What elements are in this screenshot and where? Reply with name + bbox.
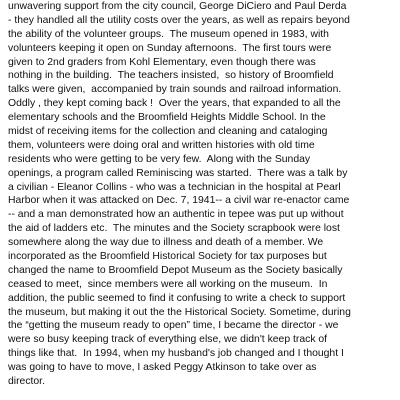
text-line: things like that. In 1994, when my husband's job changed and I thought I (8, 348, 344, 360)
text-line: incorporated as the Broomfield Historical Society for tax purposes but (8, 251, 327, 263)
text-line: director. (8, 376, 45, 388)
text-line: were so busy keeping track of everything else, we didn't keep track of (8, 334, 328, 346)
text-line: changed the name to Broomfield Depot Museum as the Society basically (8, 264, 343, 276)
text-line: volunteers keeping it open on Sunday afternoons. The first tours were (8, 42, 332, 54)
text-line: openings, a program called Reminiscing was started. There was a talk by (8, 167, 348, 179)
text-line: the “getting the museum ready to open” time, I became the director - we (8, 320, 339, 332)
text-line: them, volunteers were doing oral and written histories with old time (8, 139, 315, 151)
text-line: -- and a man demonstrated how an authentic in tepee was put up without (8, 209, 344, 221)
text-line: the museum, but making it out the the Historical Society. Sometime, during (8, 306, 351, 318)
text-line: the aid of ladders etc. The minutes and the Society scrapbook were lost (8, 223, 340, 235)
text-line: was going to have to move, I asked Peggy Atkinson to take over as (8, 362, 317, 374)
text-line: Oddly , they kept coming back ! Over the years, that expanded to all the (8, 98, 341, 110)
text-line: talks were given, accompanied by train sounds and railroad information. (8, 84, 342, 96)
text-line: residents who were getting to be very few. Along with the Sunday (8, 153, 311, 165)
body-text (8, 0, 400, 389)
text-line: addition, the public seemed to find it confusing to write a check to support (8, 292, 346, 304)
text-line: ceased to meet, since members were all working on the museum. In (8, 278, 328, 290)
text-line: a civilian - Eleanor Collins - who was a technician in the hospital at Pearl (8, 181, 341, 193)
text-line: unwavering support from the city council, George DiCiero and Paul Derda (8, 1, 347, 12)
text-line: Harbor when it was attacked on Dec. 7, 1941-- a civil war re-enactor came (8, 195, 350, 207)
text-line: elementary schools and the Broomfield Heights Middle School. In the (8, 112, 326, 124)
text-line: nothing in the building. The teachers insisted, so history of Broomfield (8, 70, 334, 82)
text-line: given to 2nd graders from Kohl Elementary, even though there was (8, 56, 316, 68)
text-line: - they handled all the utility costs over the years, as well as repairs beyond (8, 14, 350, 26)
text-line: midst of receiving items for the collection and cleaning and cataloging (8, 126, 328, 138)
text-line: the ability of the volunteer groups. The museum opened in 1983, with (8, 28, 329, 40)
text-line: somewhere along the way due to illness and death of a member. We (8, 237, 324, 249)
